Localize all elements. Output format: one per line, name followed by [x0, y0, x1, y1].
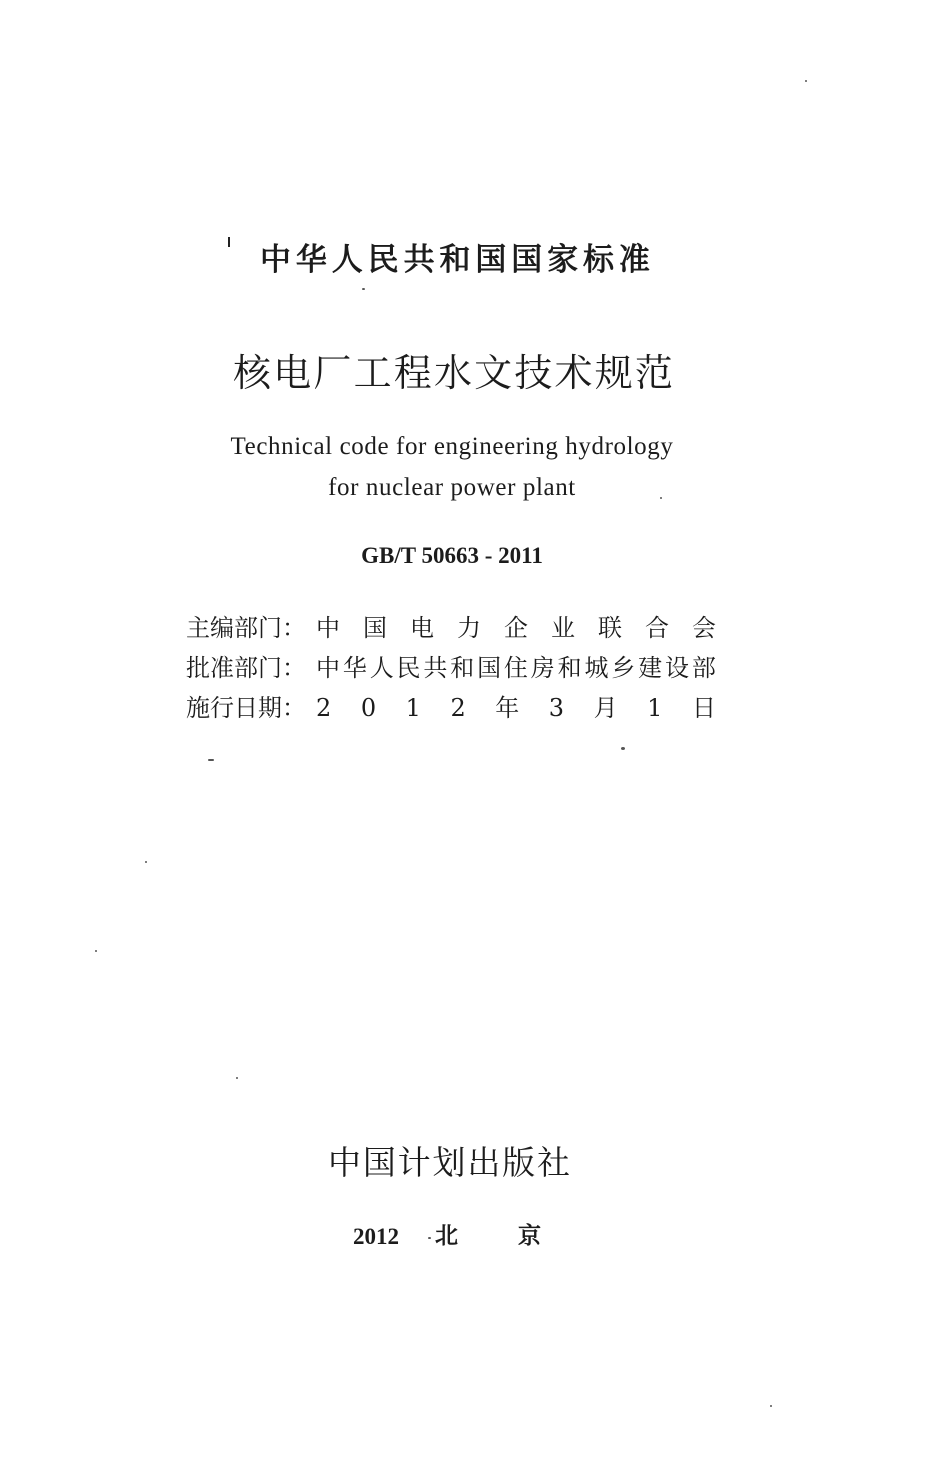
imprint-city: 北 京 [435, 1223, 541, 1249]
scan-speck [660, 497, 662, 499]
imprint-year: 2012 [353, 1224, 399, 1249]
effective-date-label: 施行日期： [186, 694, 306, 722]
scan-speck [805, 80, 807, 82]
editor-dept-label: 主编部门： [186, 614, 306, 642]
scan-speck [236, 1077, 238, 1079]
scan-speck [362, 288, 365, 290]
scan-mark [228, 237, 230, 247]
editor-dept-value: 中 国 电 力 企 业 联 合 会 [316, 614, 716, 642]
publisher-name: 中 国 计 划 出 版 社 [328, 1143, 570, 1182]
document-title-english-line-2: for nuclear power plant [328, 474, 576, 501]
scan-speck [428, 1237, 431, 1239]
approval-dept-label: 批准部门： [186, 654, 306, 682]
document-title-chinese: 核 电 厂 工 程 水 文 技 术 规 范 [233, 351, 673, 395]
effective-date-value: 2 0 1 2 年 3 月 1 日 [316, 694, 716, 722]
scan-speck [145, 861, 147, 863]
standard-code: GB/T 50663 - 2011 [361, 543, 543, 568]
scan-speck [770, 1405, 772, 1407]
scan-speck [95, 950, 97, 952]
approval-dept-value: 中 华 人 民 共 和 国 住 房 和 城 乡 建 设 部 [316, 654, 716, 682]
scan-speck [621, 747, 625, 750]
scan-speck [208, 759, 214, 761]
standard-type-heading: 中 华 人 民 共 和 国 国 家 标 准 [260, 242, 650, 278]
document-title-english-line-1: Technical code for engineering hydrology [230, 433, 674, 460]
